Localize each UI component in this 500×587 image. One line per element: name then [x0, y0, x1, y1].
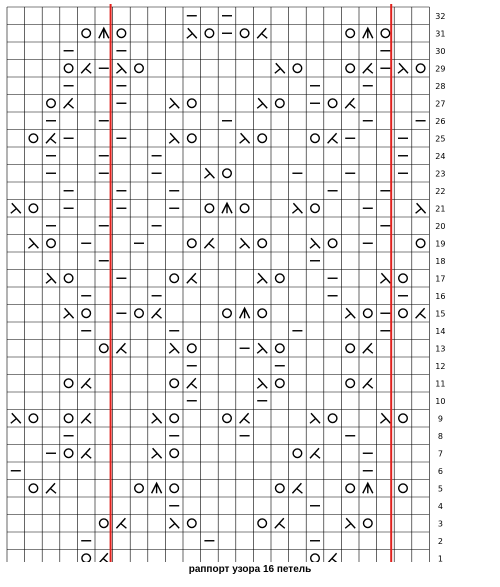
yarn-over-symbol	[64, 449, 73, 458]
yarn-over-symbol	[346, 64, 355, 73]
yarn-over-symbol	[82, 29, 91, 38]
yarn-over-symbol	[188, 99, 197, 108]
row-number: 26	[435, 116, 446, 126]
k2tog-symbol	[81, 63, 91, 73]
yarn-over-symbol	[399, 309, 408, 318]
row-number: 32	[435, 11, 446, 21]
row-number: 24	[435, 151, 446, 161]
ssk-symbol	[28, 238, 38, 248]
ssk-symbol	[169, 518, 179, 528]
row-number: 17	[435, 274, 446, 284]
row-number: 12	[435, 361, 446, 371]
yarn-over-symbol	[416, 64, 425, 73]
yarn-over-symbol	[276, 484, 285, 493]
k2tog-symbol	[64, 98, 74, 108]
row-number: 30	[435, 46, 446, 56]
yarn-over-symbol	[311, 554, 320, 562]
yarn-over-symbol	[188, 519, 197, 528]
yarn-over-symbol	[188, 134, 197, 143]
k2tog-symbol	[328, 553, 338, 562]
yarn-over-symbol	[346, 344, 355, 353]
k2tog-symbol	[81, 413, 91, 423]
yarn-over-symbol	[276, 344, 285, 353]
ssk-symbol	[169, 98, 179, 108]
yarn-over-symbol	[328, 99, 337, 108]
yarn-over-symbol	[328, 239, 337, 248]
yarn-over-symbol	[240, 29, 249, 38]
yarn-over-symbol	[276, 99, 285, 108]
row-number: 29	[435, 64, 446, 74]
yarn-over-symbol	[346, 29, 355, 38]
yarn-over-symbol	[311, 134, 320, 143]
row-number: 16	[435, 291, 446, 301]
row-number: 11	[435, 379, 446, 389]
k2tog-symbol	[99, 553, 109, 562]
row-number: 27	[435, 99, 446, 109]
yarn-over-symbol	[170, 414, 179, 423]
k2tog-symbol	[46, 483, 56, 493]
yarn-over-symbol	[381, 29, 390, 38]
k2tog-symbol	[328, 133, 338, 143]
ssk-symbol	[64, 308, 74, 318]
row-number: 15	[435, 309, 446, 319]
yarn-over-symbol	[346, 484, 355, 493]
ssk-symbol	[152, 413, 162, 423]
yarn-over-symbol	[188, 344, 197, 353]
yarn-over-symbol	[117, 29, 126, 38]
ssk-symbol	[257, 343, 267, 353]
double-decrease-symbol	[99, 28, 109, 38]
yarn-over-symbol	[364, 309, 373, 318]
yarn-over-symbol	[223, 309, 232, 318]
yarn-over-symbol	[240, 204, 249, 213]
row-number: 6	[437, 466, 443, 476]
row-number: 20	[435, 221, 446, 231]
double-decrease-symbol	[240, 308, 250, 318]
yarn-over-symbol	[364, 519, 373, 528]
yarn-over-symbol	[64, 64, 73, 73]
ssk-symbol	[292, 203, 302, 213]
yarn-over-symbol	[100, 519, 109, 528]
ssk-symbol	[398, 63, 408, 73]
k2tog-symbol	[345, 98, 355, 108]
ssk-symbol	[169, 343, 179, 353]
k2tog-symbol	[257, 28, 267, 38]
k2tog-symbol	[204, 238, 214, 248]
double-decrease-symbol	[363, 483, 373, 493]
yarn-over-symbol	[205, 29, 214, 38]
k2tog-symbol	[187, 378, 197, 388]
yarn-over-symbol	[399, 414, 408, 423]
k2tog-symbol	[275, 518, 285, 528]
ssk-symbol	[169, 133, 179, 143]
yarn-over-symbol	[188, 239, 197, 248]
yarn-over-symbol	[29, 204, 38, 213]
ssk-symbol	[345, 308, 355, 318]
yarn-over-symbol	[170, 274, 179, 283]
yarn-over-symbol	[29, 484, 38, 493]
row-number: 18	[435, 256, 446, 266]
ssk-symbol	[275, 63, 285, 73]
row-number: 31	[435, 29, 446, 39]
yarn-over-symbol	[328, 414, 337, 423]
double-decrease-symbol	[222, 203, 232, 213]
yarn-over-symbol	[416, 239, 425, 248]
yarn-over-symbol	[205, 204, 214, 213]
row-number: 1	[437, 554, 443, 562]
k2tog-symbol	[81, 378, 91, 388]
ssk-symbol	[116, 63, 126, 73]
yarn-over-symbol	[258, 239, 267, 248]
yarn-over-symbol	[346, 379, 355, 388]
k2tog-symbol	[363, 378, 373, 388]
k2tog-symbol	[116, 518, 126, 528]
yarn-over-symbol	[399, 484, 408, 493]
ssk-symbol	[310, 413, 320, 423]
ssk-symbol	[380, 413, 390, 423]
row-number: 10	[435, 396, 446, 406]
k2tog-symbol	[116, 343, 126, 353]
yarn-over-symbol	[170, 379, 179, 388]
yarn-over-symbol	[276, 379, 285, 388]
row-number: 7	[437, 449, 443, 459]
double-decrease-symbol	[363, 28, 373, 38]
yarn-over-symbol	[47, 239, 56, 248]
yarn-over-symbol	[100, 344, 109, 353]
yarn-over-symbol	[258, 134, 267, 143]
yarn-over-symbol	[29, 134, 38, 143]
k2tog-symbol	[152, 308, 162, 318]
row-number: 19	[435, 239, 446, 249]
ssk-symbol	[257, 98, 267, 108]
k2tog-symbol	[81, 448, 91, 458]
yarn-over-symbol	[276, 274, 285, 283]
k2tog-symbol	[363, 63, 373, 73]
yarn-over-symbol	[135, 309, 144, 318]
ssk-symbol	[310, 238, 320, 248]
k2tog-symbol	[310, 448, 320, 458]
k2tog-symbol	[240, 413, 250, 423]
yarn-over-symbol	[223, 414, 232, 423]
yarn-over-symbol	[258, 519, 267, 528]
ssk-symbol	[345, 518, 355, 528]
chart-caption: раппорт узора 16 петель	[188, 564, 312, 575]
row-number: 14	[435, 326, 446, 336]
k2tog-symbol	[416, 308, 426, 318]
double-decrease-symbol	[152, 483, 162, 493]
ssk-symbol	[416, 203, 426, 213]
row-number: 4	[437, 501, 443, 511]
yarn-over-symbol	[293, 64, 302, 73]
ssk-symbol	[11, 413, 21, 423]
yarn-over-symbol	[399, 274, 408, 283]
yarn-over-symbol	[64, 274, 73, 283]
row-number: 2	[437, 536, 443, 546]
ssk-symbol	[240, 238, 250, 248]
yarn-over-symbol	[311, 204, 320, 213]
row-number: 5	[437, 484, 443, 494]
row-number: 25	[435, 134, 446, 144]
yarn-over-symbol	[82, 554, 91, 562]
yarn-over-symbol	[47, 99, 56, 108]
yarn-over-symbol	[170, 449, 179, 458]
row-number: 13	[435, 344, 446, 354]
ssk-symbol	[187, 28, 197, 38]
k2tog-symbol	[187, 273, 197, 283]
yarn-over-symbol	[135, 64, 144, 73]
yarn-over-symbol	[29, 414, 38, 423]
row-number: 23	[435, 169, 446, 179]
yarn-over-symbol	[82, 309, 91, 318]
ssk-symbol	[11, 203, 21, 213]
row-number: 28	[435, 81, 446, 91]
k2tog-symbol	[46, 133, 56, 143]
row-number: 9	[437, 414, 443, 424]
ssk-symbol	[46, 273, 56, 283]
ssk-symbol	[152, 448, 162, 458]
row-number: 21	[435, 204, 446, 214]
yarn-over-symbol	[223, 169, 232, 178]
row-number: 8	[437, 431, 443, 441]
yarn-over-symbol	[64, 414, 73, 423]
yarn-over-symbol	[64, 379, 73, 388]
row-number: 22	[435, 186, 446, 196]
ssk-symbol	[257, 378, 267, 388]
yarn-over-symbol	[135, 484, 144, 493]
k2tog-symbol	[292, 483, 302, 493]
yarn-over-symbol	[170, 484, 179, 493]
ssk-symbol	[204, 168, 214, 178]
ssk-symbol	[240, 133, 250, 143]
yarn-over-symbol	[293, 449, 302, 458]
yarn-over-symbol	[258, 309, 267, 318]
row-number: 3	[437, 519, 443, 529]
k2tog-symbol	[363, 343, 373, 353]
ssk-symbol	[380, 273, 390, 283]
ssk-symbol	[257, 273, 267, 283]
